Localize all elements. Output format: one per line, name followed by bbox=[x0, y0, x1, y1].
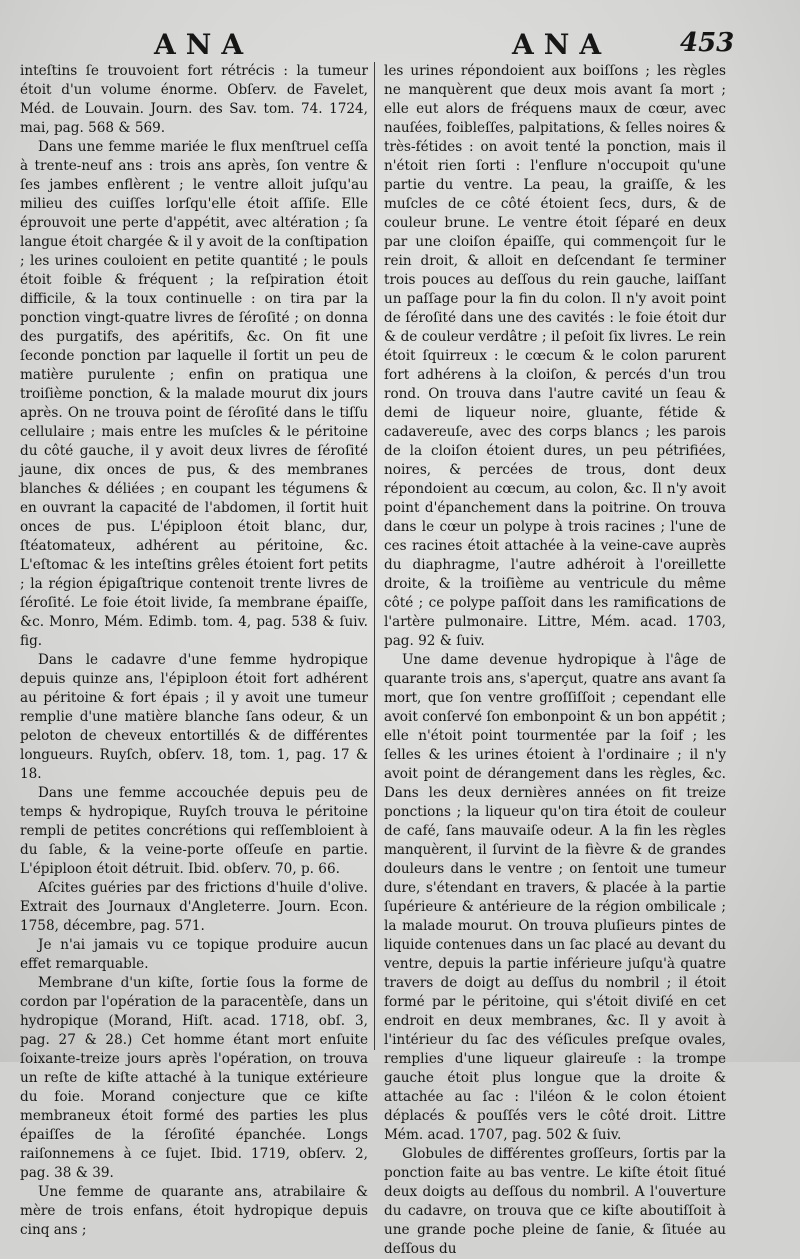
paragraph: Globules de différentes groſſeurs, ſortis par la ponction faite au bas ventre. Le kiſte étoit ſitué deux doigts au deſſous du nombril. A l'ouverture du cadavre, on trouva que ce kiſte aboutiſſoit à une grande poche pleine de ſanie, & ſituée au deſſous du bbox=[384, 1146, 726, 1257]
running-head-right: ANA bbox=[512, 28, 612, 61]
paragraph: Membrane d'un kiſte, ſortie ſous la forme de cordon par l'opération de la paracentèſe, dans un hydropique (Morand, Hiſt. acad. 1718, obſ. 3, pag. 27 & 28.) Cet homme étant mort enſuite ſoixante-treize jours après l'opération, on trouva un reſte de kiſte attaché à la tunique extérieure du foie. Morand conjecture que ce kiſte membraneux étoit formé des parties les plus épaiſſes de la ſéroſité épanchée. Longs raiſonnemens à ce ſujet. Ibid. 1719, obſerv. 2, pag. 38 & 39. bbox=[20, 975, 368, 1181]
column-divider bbox=[374, 62, 375, 1050]
paragraph: Aſcites guéries par des frictions d'huile d'olive. Extrait des Journaux d'Angleterre. Journ. Econ. 1758, décembre, pag. 571. bbox=[20, 880, 368, 934]
left-column bbox=[20, 62, 368, 1238]
page-number: 453 bbox=[680, 28, 735, 58]
paragraph: Dans une femme accouchée depuis peu de temps & hydropique, Ruyſch trouva le péritoine rempli de petites concrétions qui reſſembloient à du ſable, & la veine-porte oſſeuſe en partie. L'épiploon étoit détruit. Ibid. obſerv. 70, p. 66. bbox=[20, 785, 368, 877]
paragraph: Une dame devenue hydropique à l'âge de quarante trois ans, s'aperçut, quatre ans avant ſa mort, que ſon ventre groſſiſſoit ; cependant elle avoit conſervé ſon embonpoint & un bon appétit ; elle n'étoit point tourmentée par la ſoif ; les ſelles & les urines étoient à l'ordinaire ; il n'y avoit point de dérangement dans les règles, &c. Dans les deux dernières années on fit treize ponctions ; la liqueur qu'on tira étoit de couleur de café, ſans mauvaiſe odeur. A la fin les règles manquèrent, il ſurvint de la fièvre & de grandes douleurs dans le ventre ; on ſentoit une tumeur dure, s'étendant en travers, & placée à la partie ſupérieure & antérieure de la région ombilicale ; la malade mourut. On trouva pluſieurs pintes de liquide contenues dans un ſac placé au devant du ventre, depuis la partie inférieure juſqu'à quatre travers de doigt au deſſus du nombril ; il étoit formé par le péritoine, qui s'étoit diviſé en cet endroit en deux membranes, &c. Il y avoit à l'intérieur du ſac des véſicules preſque ovales, remplies d'une liqueur glaireuſe : la trompe gauche étoit plus longue que la droite & attachée au ſac : l'iléon & le colon étoient déplacés & pouſſés vers le côté droit. Littre Mém. acad. 1707, pag. 502 & ſuiv. bbox=[384, 652, 726, 1143]
paragraph: Je n'ai jamais vu ce topique produire aucun effet remarquable. bbox=[20, 937, 368, 972]
running-head-left: ANA bbox=[154, 28, 254, 61]
page-header bbox=[0, 22, 800, 62]
paragraph: Dans le cadavre d'une femme hydropique depuis quinze ans, l'épiploon étoit fort adhérent au péritoine & fort épais ; il y avoit une tumeur remplie d'une matière blanche ſans odeur, & un peloton de cheveux entortillés & de différentes longueurs. Ruyſch, obſerv. 18, tom. 1, pag. 17 & 18. bbox=[20, 652, 368, 782]
paragraph: les urines répondoient aux boiſſons ; les règles ne manquèrent que deux mois avant ſa mort ; elle eut alors de fréquens maux de cœur, avec nauſées, foibleſſes, palpitations, & ſelles noires & très-fétides : on avoit tenté la ponction, mais il n'étoit rien ſorti : l'enflure n'occupoit qu'une partie du ventre. La peau, la graiſſe, & les muſcles de ce côté étoient ſecs, durs, & de couleur brune. Le ventre étoit ſéparé en deux par une cloiſon épaiſſe, qui commençoit ſur le rein droit, & alloit en deſcendant ſe terminer trois pouces au deſſous du rein gauche, laiſſant un paſſage pour la fin du colon. Il n'y avoit point de ſéroſité dans une des cavités : le foie étoit dur & de couleur verdâtre ; il peſoit ſix livres. Le rein étoit ſquirreux : le cœcum & le colon parurent fort adhérens à la cloiſon, & percés d'un trou rond. On trouva dans l'autre cavité un ſeau & demi de liqueur noire, gluante, fétide & cadavereuſe, avec des corps blancs ; les parois de la cloiſon étoient dures, un peu pétrifiées, noires, & percées de trous, dont deux répondoient au cœcum, au colon, &c. Il n'y avoit point d'épanchement dans la poitrine. On trouva dans le cœur un polype à trois racines ; l'une de ces racines étoit attachée à la veine-cave auprès du diaphragme, l'autre adhéroit à l'oreillette droite, & la troiſième au ventricule du même côté ; ce polype paſſoit dans les ramifications de l'artère pulmonaire. Littre, Mém. acad. 1703, pag. 92 & ſuiv. bbox=[384, 63, 726, 649]
paragraph: Une femme de quarante ans, atrabilaire & mère de trois enfans, étoit hydropique depuis cinq ans ; bbox=[20, 1184, 368, 1238]
paragraph: Dans une femme mariée le flux menſtruel ceſſa à trente-neuf ans : trois ans après, ſon ventre & ſes jambes enflèrent ; le ventre alloit juſqu'au milieu des cuiſſes lorſqu'elle étoit aſſiſe. Elle éprouvoit une perte d'appétit, avec altération ; ſa langue étoit chargée & il y avoit de la conſtipation ; les urines couloient en petite quantité ; le pouls étoit foible & fréquent ; la reſpiration étoit difficile, & la toux continuelle : on tira par la ponction vingt-quatre livres de ſéroſité ; on donna des purgatifs, des apéritifs, &c. On fit une ſeconde ponction par laquelle il ſortit un peu de matière purulente ; enfin on pratiqua une troiſième ponction, & la malade mourut dix jours après. On ne trouva point de ſéroſité dans le tiſſu cellulaire ; mais entre les muſcles & le péritoine du côté gauche, il y avoit deux livres de ſéroſité jaune, dix onces de pus, & des membranes blanches & déliées ; en coupant les tégumens & en ouvrant la capacité de l'abdomen, il ſortit huit onces de pus. L'épiploon étoit blanc, dur, ſtéatomateux, adhérent au péritoine, &c. L'eſtomac & les inteſtins grêles étoient fort petits ; la région épigaſtrique contenoit trente livres de ſéroſité. Le foie étoit livide, ſa membrane épaiſſe, &c. Monro, Mém. Edimb. tom. 4, pag. 538 & ſuiv. fig. bbox=[20, 139, 368, 649]
paragraph: inteſtins ſe trouvoient fort rétrécis : la tumeur étoit d'un volume énorme. Obſerv. de Favelet, Méd. de Louvain. Journ. des Sav. tom. 74. 1724, mai, pag. 568 & 569. bbox=[20, 63, 368, 136]
right-column bbox=[384, 62, 726, 1257]
